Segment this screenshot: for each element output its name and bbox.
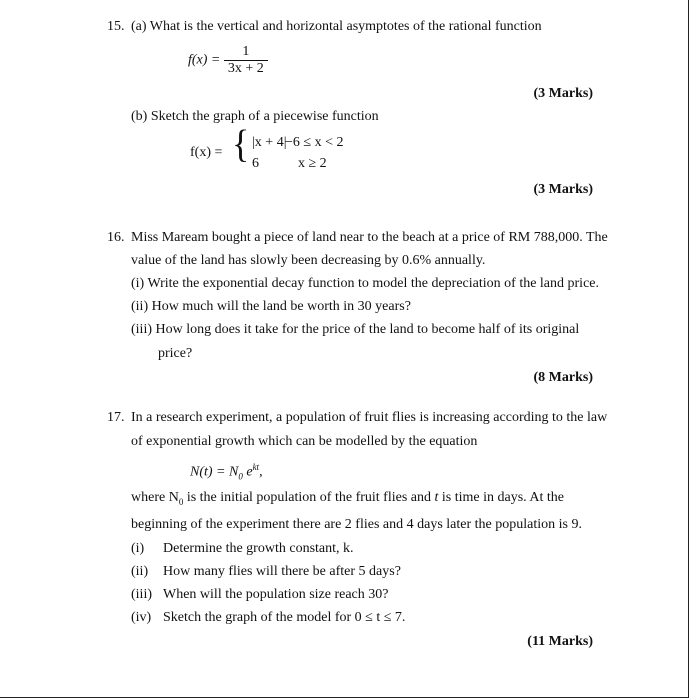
q17-eq-sub: 0 bbox=[238, 471, 243, 482]
q16-part-iii: (iii) How long does it take for the price of the land to become half of its original bbox=[131, 322, 580, 337]
q16-number: 16. bbox=[107, 230, 125, 245]
q15b-row1-cond: −6 ≤ x < 2 bbox=[285, 135, 344, 150]
q17-where-t: t bbox=[434, 490, 439, 505]
q17-part-iii: When will the population size reach 30? bbox=[163, 587, 389, 602]
q15a-numerator: 1 bbox=[224, 44, 268, 61]
q17-part-i: Determine the growth constant, k. bbox=[163, 541, 354, 556]
q15b-row2-expr: 6 bbox=[252, 156, 259, 171]
q17-where-a: where N bbox=[131, 490, 179, 505]
q16-part-iii-cont: price? bbox=[158, 346, 193, 361]
q17-where-b: is the initial population of the fruit flies and bbox=[183, 490, 435, 505]
q17-line4: beginning of the experiment there are 2 flies and 4 days later the population is 9. bbox=[131, 517, 582, 532]
q15a-text: (a) What is the vertical and horizontal asymptotes of the rational function bbox=[131, 19, 542, 34]
q17-part-ii: How many flies will there be after 5 days? bbox=[163, 564, 401, 579]
q17-part-iv-label: (iv) bbox=[131, 610, 152, 625]
q15a-denominator: 3x + 2 bbox=[227, 61, 264, 77]
q15a-equation bbox=[188, 44, 268, 77]
q17-where-line bbox=[131, 490, 593, 507]
q16-part-ii: (ii) How much will the land be worth in 30 years? bbox=[131, 299, 411, 314]
q17-marks: (11 Marks) bbox=[527, 634, 593, 649]
q17-part-i-label: (i) bbox=[131, 541, 145, 556]
q17-eq-tail: , bbox=[259, 464, 263, 480]
q17-part-iv: Sketch the graph of the model for 0 ≤ t ≤ 7. bbox=[163, 610, 406, 625]
q17-where-c: is time in days. At the bbox=[438, 490, 564, 505]
q17-number: 17. bbox=[107, 410, 125, 425]
q16-marks: (8 Marks) bbox=[533, 370, 593, 385]
q15b-text: (b) Sketch the graph of a piecewise function bbox=[131, 109, 379, 124]
q15a-fraction bbox=[224, 44, 268, 77]
q15b-brace: { bbox=[232, 122, 250, 166]
q17-where-sub: 0 bbox=[178, 496, 184, 507]
q17-line2: of exponential growth which can be modelled by the equation bbox=[131, 434, 478, 449]
q17-eq-left: N(t) = N bbox=[190, 464, 239, 480]
q17-line1: In a research experiment, a population of fruit flies is increasing according to the law bbox=[131, 410, 608, 425]
q15b-fx: f(x) = bbox=[190, 145, 223, 160]
q17-part-iii-label: (iii) bbox=[131, 587, 152, 602]
q15-number: 15. bbox=[107, 19, 125, 34]
q15b-row2-cond: x ≥ 2 bbox=[298, 156, 327, 171]
q16-part-i: (i) Write the exponential decay function to model the depreciation of the land price. bbox=[131, 276, 600, 291]
q17-equation bbox=[190, 462, 263, 482]
q16-line2: value of the land has slowly been decreasing by 0.6% annually. bbox=[131, 253, 486, 268]
q15b-marks: (3 Marks) bbox=[533, 182, 593, 197]
q17-eq-e: e bbox=[242, 464, 253, 480]
q16-line1: Miss Maream bought a piece of land near to the beach at a price of RM 788,000. The bbox=[131, 230, 608, 245]
q15b-row1-expr: |x + 4| bbox=[252, 135, 287, 150]
q17-eq-sup: kt bbox=[252, 462, 260, 472]
q17-part-ii-label: (ii) bbox=[131, 564, 149, 579]
q15a-fx: f(x) = bbox=[188, 52, 221, 68]
q15a-marks: (3 Marks) bbox=[533, 86, 593, 101]
